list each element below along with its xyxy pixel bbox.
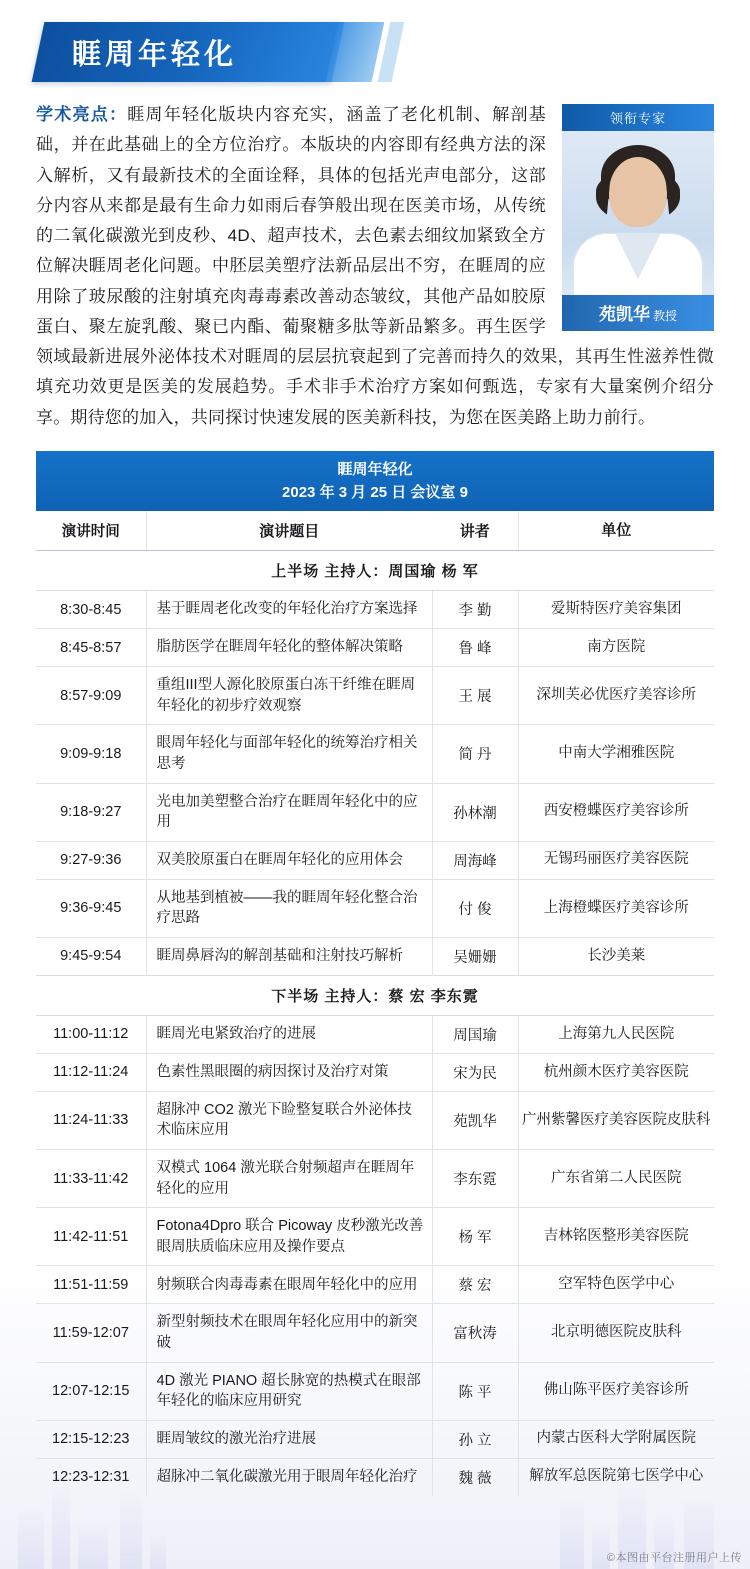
cell-topic: 4D 激光 PIANO 超长脉宽的热模式在眼部年轻化的临床应用研究 (146, 1362, 432, 1420)
table-row (36, 1266, 714, 1304)
cell-org: 中南大学湘雅医院 (518, 725, 714, 783)
table-row (36, 879, 714, 937)
schedule-subtitle: 2023 年 3 月 25 日 会议室 9 (282, 484, 468, 501)
cell-org: 长沙美莱 (518, 937, 714, 975)
cell-topic: 从地基到植被——我的睚周年轻化整合治疗思路 (146, 879, 432, 937)
schedule-table (36, 451, 714, 1496)
cell-topic: 光电加美塑整合治疗在睚周年轻化中的应用 (146, 783, 432, 841)
table-row (36, 783, 714, 841)
expert-photo (562, 131, 714, 331)
cell-topic: 超脉冲二氧化碳激光用于眼周年轻化治疗 (146, 1458, 432, 1496)
expert-title: 教授 (652, 309, 677, 323)
table-row (36, 1420, 714, 1458)
expert-name: 苑凯华 (598, 305, 650, 324)
cell-time: 8:45-8:57 (36, 629, 146, 667)
cell-speaker: 李 勤 (432, 591, 518, 629)
cell-speaker: 王 展 (432, 667, 518, 725)
cell-org: 上海第九人民医院 (518, 1015, 714, 1053)
cell-org: 深圳芙必优医疗美容诊所 (518, 667, 714, 725)
cell-speaker: 蔡 宏 (432, 1266, 518, 1304)
column-header-time: 演讲时间 (36, 511, 146, 551)
cell-speaker: 吴姗姗 (432, 937, 518, 975)
table-row (36, 1053, 714, 1091)
session-header-row (36, 975, 714, 1015)
cell-speaker: 陈 平 (432, 1362, 518, 1420)
cell-speaker: 杨 军 (432, 1208, 518, 1266)
banner-title: 睚周年轻化 (72, 38, 238, 71)
table-row (36, 591, 714, 629)
cell-topic: 睚周鼻唇沟的解剖基础和注射技巧解析 (146, 937, 432, 975)
cell-speaker: 孙 立 (432, 1420, 518, 1458)
cell-org: 佛山陈平医疗美容诊所 (518, 1362, 714, 1420)
session-header-1: 下半场 主持人：蔡 宏 李东霓 (36, 975, 714, 1015)
cell-time: 11:00-11:12 (36, 1015, 146, 1053)
column-header-org: 单位 (518, 511, 714, 551)
cell-topic: 双模式 1064 激光联合射频超声在睚周年轻化的应用 (146, 1150, 432, 1208)
cell-org: 空军特色医学中心 (518, 1266, 714, 1304)
cell-speaker: 李东霓 (432, 1150, 518, 1208)
cell-time: 9:27-9:36 (36, 841, 146, 879)
table-row (36, 1150, 714, 1208)
cell-speaker: 简 丹 (432, 725, 518, 783)
schedule-title-row (36, 451, 714, 512)
table-row (36, 1091, 714, 1149)
table-row (36, 629, 714, 667)
intro-section (0, 96, 750, 433)
cell-speaker: 付 俊 (432, 879, 518, 937)
table-row (36, 725, 714, 783)
table-row (36, 1458, 714, 1496)
cell-time: 11:59-12:07 (36, 1304, 146, 1362)
cell-time: 9:18-9:27 (36, 783, 146, 841)
cell-topic: 重组III型人源化胶原蛋白冻干纤维在睚周年轻化的初步疗效观察 (146, 667, 432, 725)
session-header-0: 上半场 主持人：周国瑜 杨 军 (36, 551, 714, 591)
featured-expert-card (562, 104, 714, 331)
cell-org: 无锡玛丽医疗美容医院 (518, 841, 714, 879)
table-row (36, 1304, 714, 1362)
cell-time: 12:23-12:31 (36, 1458, 146, 1496)
cell-org: 西安橙蝶医疗美容诊所 (518, 783, 714, 841)
intro-label: 学术亮点： (36, 105, 128, 124)
cell-topic: 双美胶原蛋白在睚周年轻化的应用体会 (146, 841, 432, 879)
expert-name-bar (562, 295, 714, 331)
cell-topic: 超脉冲 CO2 激光下睑整复联合外泌体技术临床应用 (146, 1091, 432, 1149)
column-header-topic: 演讲题目 (146, 511, 432, 551)
schedule-body (36, 551, 714, 1496)
cell-speaker: 富秋涛 (432, 1304, 518, 1362)
cell-topic: Fotona4Dpro 联合 Picoway 皮秒激光改善眼周肤质临床应用及操作要点 (146, 1208, 432, 1266)
cell-time: 9:36-9:45 (36, 879, 146, 937)
cell-speaker: 孙林潮 (432, 783, 518, 841)
table-row (36, 1208, 714, 1266)
cell-org: 广东省第二人民医院 (518, 1150, 714, 1208)
expert-tag: 领衔专家 (562, 104, 714, 131)
cell-speaker: 周国瑜 (432, 1015, 518, 1053)
intro-body: 睚周年轻化版块内容充实，涵盖了老化机制、解剖基础，并在此基础上的全方位治疗。本版块的内容即有经典方法的深入解析，又有最新技术的全面诠释，具体的包括光声电部分，这部分内容从来都是最有生命力如雨后春笋般出现在医美市场，从传统的二氧化碳激光到皮秒、4D、超声技术，去色素去细纹加紧致全方位解决睚周老化问题。中胚层美塑疗法新品层出不穷，在睚周的应用除了玻尿酸的注射填充肉毒毒素改善动态皱纹，其他产品如胶原蛋白、聚左旋乳酸、聚已内酯、葡聚糖多肽等新品繁多。再生医学领域最新进展外泌体技术对睚周的层层抗衰起到了完善而持久的效果，其再生性滋养性微填充功效更是医美的发展趋势。手术非手术治疗方案如何甄选，专家有大量案例介绍分享。期待您的加入，共同探讨快速发展的医美新科技，为您在医美路上助力前行。 (36, 105, 714, 427)
cell-topic: 睚周光电紧致治疗的进展 (146, 1015, 432, 1053)
cell-org: 南方医院 (518, 629, 714, 667)
cell-topic: 基于睚周老化改变的年轻化治疗方案选择 (146, 591, 432, 629)
cell-time: 11:12-11:24 (36, 1053, 146, 1091)
cell-topic: 射频联合肉毒毒素在眼周年轻化中的应用 (146, 1266, 432, 1304)
header-banner (0, 0, 750, 96)
cell-time: 8:57-9:09 (36, 667, 146, 725)
schedule-section (0, 433, 750, 1496)
schedule-title: 睚周年轻化 (337, 460, 413, 478)
cell-topic: 睚周皱纹的激光治疗进展 (146, 1420, 432, 1458)
table-row (36, 667, 714, 725)
cell-org: 吉林铭医整形美容医院 (518, 1208, 714, 1266)
cell-topic: 新型射频技术在眼周年轻化应用中的新突破 (146, 1304, 432, 1362)
session-header-row (36, 551, 714, 591)
cell-topic: 眼周年轻化与面部年轻化的统筹治疗相关思考 (146, 725, 432, 783)
cell-time: 12:07-12:15 (36, 1362, 146, 1420)
cell-time: 11:33-11:42 (36, 1150, 146, 1208)
cell-speaker: 周海峰 (432, 841, 518, 879)
portrait-face-icon (609, 157, 667, 227)
schedule-title-cell (36, 451, 714, 512)
cell-speaker: 鲁 峰 (432, 629, 518, 667)
cell-time: 12:15-12:23 (36, 1420, 146, 1458)
cell-org: 爱斯特医疗美容集团 (518, 591, 714, 629)
cell-org: 上海橙蝶医疗美容诊所 (518, 879, 714, 937)
cell-speaker: 宋为民 (432, 1053, 518, 1091)
schedule-column-headers (36, 511, 714, 551)
cell-topic: 色素性黑眼圈的病因探讨及治疗对策 (146, 1053, 432, 1091)
table-row (36, 1362, 714, 1420)
table-row (36, 937, 714, 975)
cell-speaker: 魏 薇 (432, 1458, 518, 1496)
banner-shape (32, 22, 345, 82)
cell-org: 杭州颜木医疗美容医院 (518, 1053, 714, 1091)
cell-topic: 脂肪医学在睚周年轻化的整体解决策略 (146, 629, 432, 667)
table-row (36, 841, 714, 879)
cell-time: 11:24-11:33 (36, 1091, 146, 1149)
watermark-text: ©本图由平台注册用户上传 (606, 1552, 742, 1564)
cell-time: 11:42-11:51 (36, 1208, 146, 1266)
cell-org: 内蒙古医科大学附属医院 (518, 1420, 714, 1458)
cell-time: 11:51-11:59 (36, 1266, 146, 1304)
cell-org: 北京明德医院皮肤科 (518, 1304, 714, 1362)
table-row (36, 1015, 714, 1053)
cell-time: 9:09-9:18 (36, 725, 146, 783)
cell-time: 9:45-9:54 (36, 937, 146, 975)
cell-org: 解放军总医院第七医学中心 (518, 1458, 714, 1496)
column-header-speaker: 讲者 (432, 511, 518, 551)
cell-org: 广州紫馨医疗美容医院皮肤科 (518, 1091, 714, 1149)
cell-time: 8:30-8:45 (36, 591, 146, 629)
cell-speaker: 苑凯华 (432, 1091, 518, 1149)
